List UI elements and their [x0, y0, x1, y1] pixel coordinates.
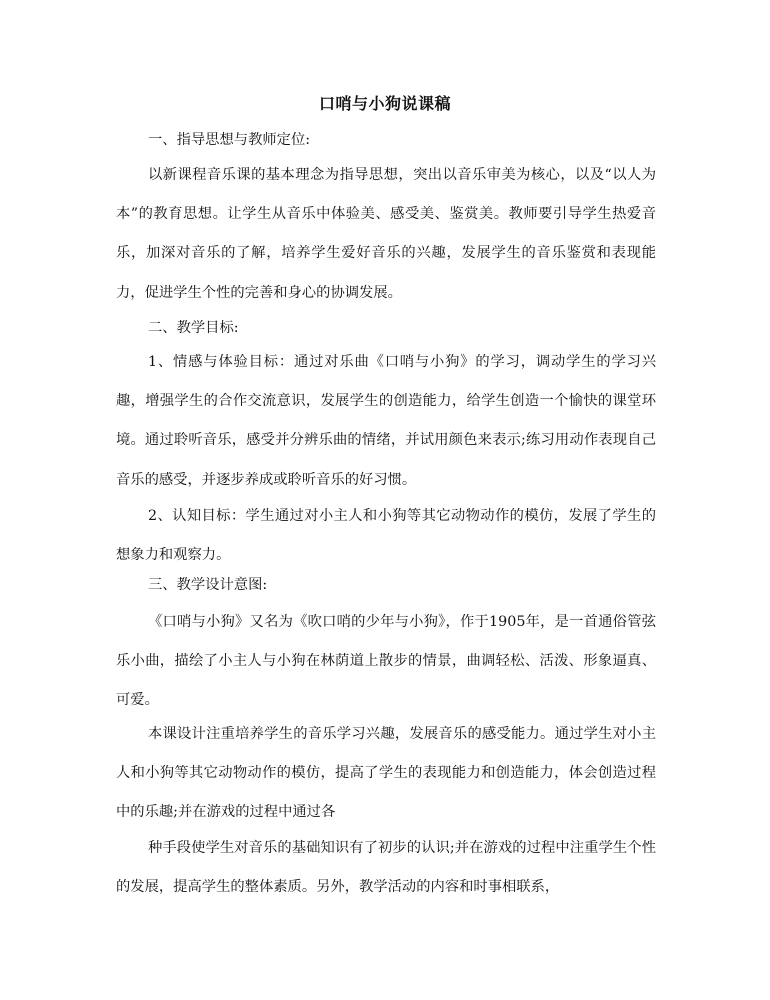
paragraph-music-intro: 《口哨与小狗》又名为《吹口哨的少年与小狗》，作于1905年，是一首通俗管弦乐小曲，描绘了小主人与小狗在林荫道上散步的情景，曲调轻松、活泼、形象逼真、可爱。: [116, 614, 656, 709]
paragraph-cognitive-goal: 2、认知目标：学生通过对小主人和小狗等其它动物动作的模仿，发展了学生的想象力和观察力。: [116, 508, 656, 564]
section-heading-design-intent: 三、教学设计意图:: [148, 577, 268, 593]
paragraph-emotional-goal: 1、情感与体验目标：通过对乐曲《口哨与小狗》的学习，调动学生的学习兴趣，增强学生的合作交流意识，发展学生的创造能力，给学生创造一个愉快的课堂环境。通过聆听音乐，感受并分辨乐曲的情绪，并试用颜色来表示;练习用动作表现自己音乐的感受，并逐步养成或聆听音乐的好习惯。: [116, 354, 656, 488]
document-title: 口哨与小狗说课稿: [318, 94, 451, 113]
section-heading-guiding-thought: 一、指导思想与教师定位:: [148, 132, 311, 148]
paragraph-design-focus: 本课设计注重培养学生的音乐学习兴趣，发展音乐的感受能力。通过学生对小主人和小狗等其它动物动作的模仿，提高了学生的表现能力和创造能力，体会创造过程中的乐趣;并在游戏的过程中通过各: [116, 726, 656, 821]
section-heading-teaching-goals: 二、教学目标:: [148, 320, 239, 336]
paragraph-continuation: 种手段使学生对音乐的基础知识有了初步的认识;并在游戏的过程中注重学生个性的发展，提高学生的整体素质。另外，教学活动的内容和时事相联系，: [116, 840, 656, 896]
paragraph-guiding-thought: 以新课程音乐课的基本理念为指导思想，突出以音乐审美为核心，以及“以人为本”的教育思想。让学生从音乐中体验美、感受美、鉴赏美。教师要引导学生热爱音乐，加深对音乐的了解，培养学生爱好音乐的兴趣，发展学生的音乐鉴赏和表现能力，促进学生个性的完善和身心的协调发展。: [116, 167, 656, 301]
